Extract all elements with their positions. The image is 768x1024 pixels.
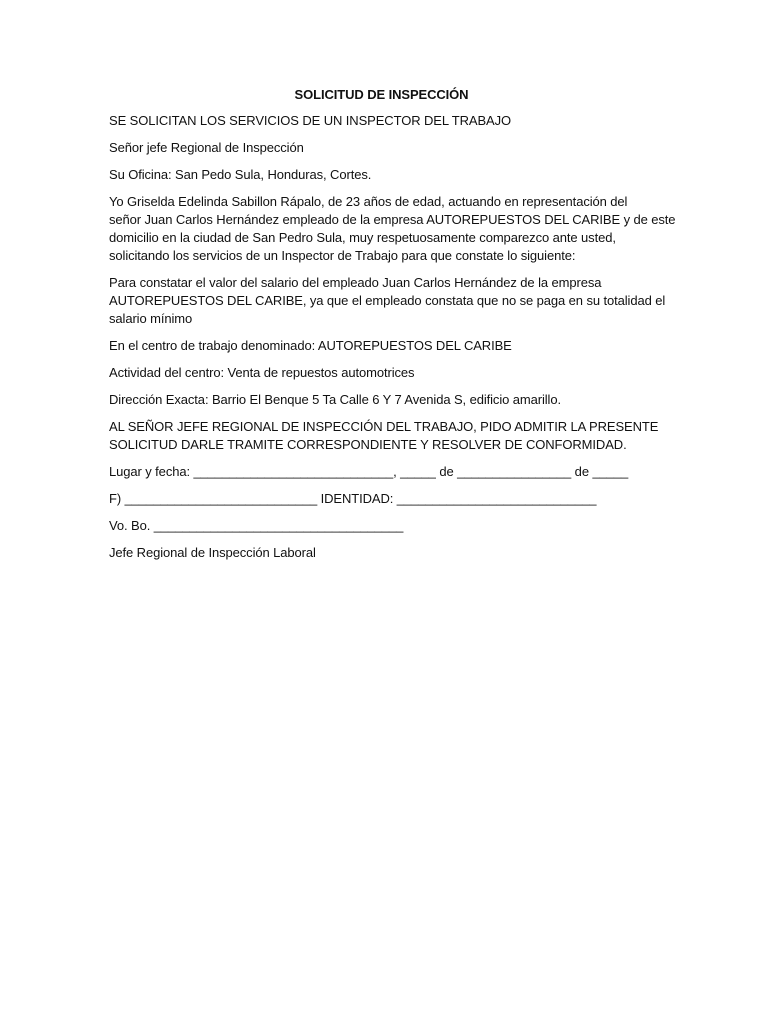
approval-line: Vo. Bo. ___________________________________ (109, 518, 404, 533)
address-line: Dirección Exacta: Barrio El Benque 5 Ta Calle 6 Y 7 Avenida S, edificio amarillo. (109, 392, 561, 407)
purpose-line-1: Para constatar el valor del salario del empleado Juan Carlos Hernández de la empresa (109, 275, 602, 290)
petition-line-1: AL SEÑOR JEFE REGIONAL DE INSPECCIÓN DEL TRABAJO, PIDO ADMITIR LA PRESENTE (109, 419, 659, 434)
requester-line-2: señor Juan Carlos Hernández empleado de la empresa AUTOREPUESTOS DEL CARIBE y de este (109, 212, 676, 227)
activity-line: Actividad del centro: Venta de repuestos automotrices (109, 365, 415, 380)
addressee-line: Señor jefe Regional de Inspección (109, 140, 304, 155)
petition-paragraph (109, 418, 659, 454)
document-title: SOLICITUD DE INSPECCIÓN (294, 87, 469, 102)
requester-line-3: domicilio en la ciudad de San Pedro Sula, muy respetuosamente comparezco ante usted, (109, 230, 616, 245)
purpose-line-2: AUTOREPUESTOS DEL CARIBE, ya que el empleado constata que no se paga en su totalidad el (109, 293, 666, 308)
requester-line-1: Yo Griselda Edelinda Sabillon Rápalo, de 23 años de edad, actuando en representación del (109, 194, 628, 209)
purpose-line-3: salario mínimo (109, 311, 193, 326)
official-title-line: Jefe Regional de Inspección Laboral (109, 545, 316, 560)
petition-line-2: SOLICITUD DARLE TRAMITE CORRESPONDIENTE Y RESOLVER DE CONFORMIDAD. (109, 437, 627, 452)
place-date-line: Lugar y fecha: ____________________________, _____ de ________________ de _____ (109, 464, 629, 479)
workplace-line: En el centro de trabajo denominado: AUTOREPUESTOS DEL CARIBE (109, 338, 512, 353)
requester-paragraph (109, 193, 676, 265)
requester-line-4: solicitando los servicios de un Inspector de Trabajo para que constate lo siguiente: (109, 248, 576, 263)
signature-identity-line: F) ___________________________ IDENTIDAD: ____________________________ (109, 491, 597, 506)
purpose-paragraph (109, 274, 666, 328)
request-heading: SE SOLICITAN LOS SERVICIOS DE UN INSPECTOR DEL TRABAJO (109, 113, 512, 128)
document-body (109, 86, 676, 571)
office-line: Su Oficina: San Pedo Sula, Honduras, Cortes. (109, 167, 372, 182)
